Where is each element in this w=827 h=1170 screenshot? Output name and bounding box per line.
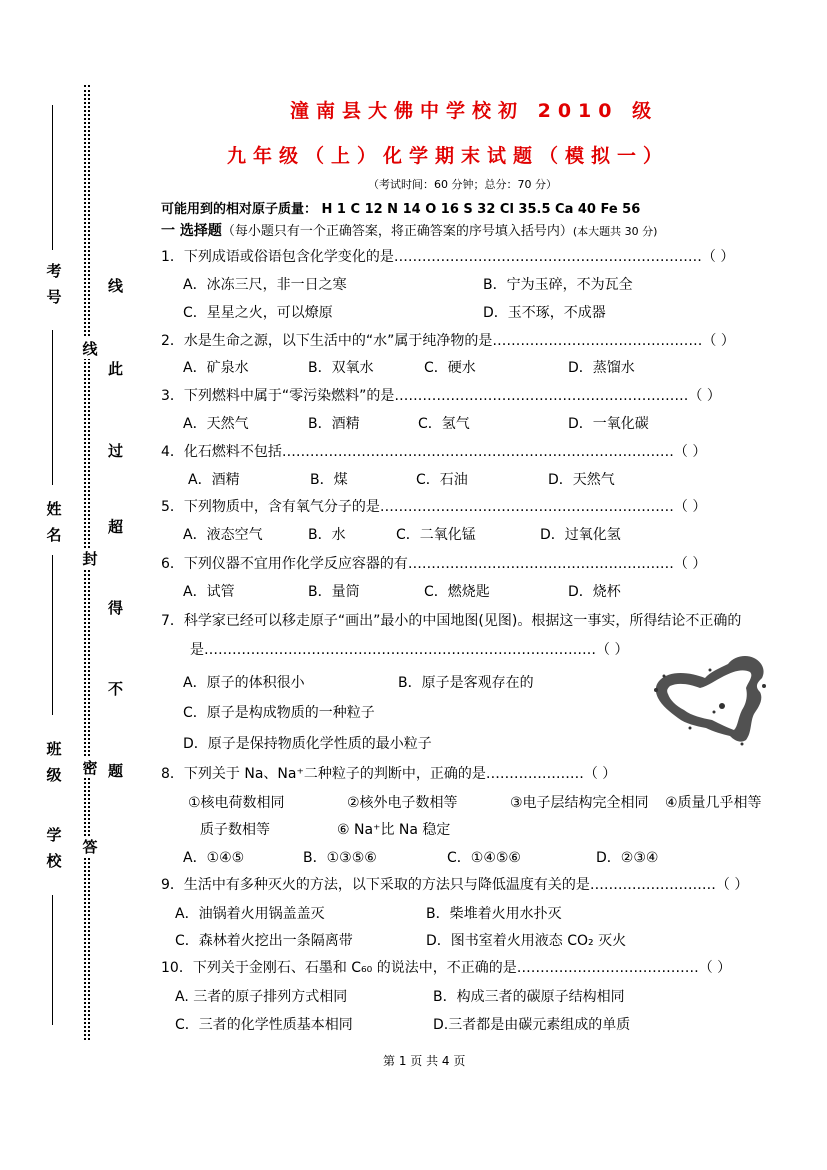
question-9-stem: 9．生活中有多种灭火的方法，以下采取的方法只与降低温度有关的是………………………（ ） [161,877,749,893]
q8-option-c: C．①④⑤⑥ [447,850,521,866]
page-title-line2: 九年级（上）化学期末试题（模拟一） [227,145,670,167]
q2-option-a: A．矿泉水 [183,360,249,376]
inner-char-7: 题 [108,762,124,780]
question-3-stem: 3．下列燃料中属于“零污染燃料”的是………………………………………………………（ ） [161,388,721,404]
q8-statement-1: ①核电荷数相同 [188,795,285,811]
q3-option-d: D．一氧化碳 [568,416,649,432]
q4-option-c: C．石油 [416,472,468,488]
q1-option-c: C．星星之火，可以燎原 [183,305,333,321]
q10-option-a: A. 三者的原子排列方式相同 [175,989,348,1005]
q6-option-d: D．烧杯 [568,584,621,600]
q7-option-c: C．原子是构成物质的一种粒子 [183,705,375,721]
label-banji: 班级 [46,740,62,784]
q9-option-c: C．森林着火挖出一条隔离带 [175,933,353,949]
q5-option-d: D．过氧化氢 [540,527,621,543]
atom-china-map-image [650,650,772,746]
question-7-stem: 7．科学家已经可以移走原子“画出”最小的中国地图(见图)。根据这一事实，所得结论不正确的 [161,613,742,629]
inner-char-2: 此 [108,360,124,378]
q3-option-b: B．酒精 [308,416,360,432]
q8-statement-5: 质子数相等 [200,822,270,838]
q1-option-a: A．冰冻三尺，非一日之寒 [183,277,347,293]
margin-line-mid2 [52,555,53,715]
q7-option-d: D．原子是保持物质化学性质的最小粒子 [183,736,432,752]
label-xingming: 姓名 [46,500,62,544]
question-6-stem: 6．下列仪器不宜用作化学反应容器的有…………………………………………………（ ） [161,556,707,572]
q9-option-d: D．图书室着火用液态 CO₂ 灭火 [426,933,627,949]
question-10-stem: 10．下列关于金刚石、石墨和 C₆₀ 的说法中，不正确的是…………………………………（ ） [161,960,732,976]
section-heading: 一 选择题（每小题只有一个正确答案，将正确答案的序号填入括号内）(本大题共 30 分) [161,223,658,239]
q10-option-d: D.三者都是由碳元素组成的单质 [433,1017,631,1033]
margin-line-mid1 [52,330,53,485]
q9-option-a: A．油锅着火用锅盖盖灭 [175,906,325,922]
q6-option-a: A．试管 [183,584,235,600]
question-5-stem: 5．下列物质中，含有氧气分子的是………………………………………………………（ ） [161,499,707,515]
q4-option-a: A．酒精 [188,472,240,488]
q4-option-b: B．煤 [310,472,348,488]
q10-option-c: C．三者的化学性质基本相同 [175,1017,353,1033]
q2-option-b: B．双氧水 [308,360,374,376]
exam-info: （考试时间：60 分钟；总分：70 分） [368,178,557,191]
q8-statement-4: ④质量几乎相等 [665,795,762,811]
q5-option-b: B．水 [308,527,346,543]
q1-option-b: B．宁为玉碎，不为瓦全 [483,277,633,293]
seal-char-mi: 密 [80,757,100,778]
q5-option-a: A．液态空气 [183,527,263,543]
q1-option-d: D．玉不琢，不成器 [483,305,606,321]
q8-option-d: D．②③④ [596,850,659,866]
seal-char-feng: 封 [80,548,100,569]
question-2-stem: 2．水是生命之源，以下生活中的“水”属于纯净物的是………………………………………（ ） [161,333,735,349]
seal-char-xian: 线 [80,338,100,359]
atomic-masses: 可能用到的相对原子质量： H 1 C 12 N 14 O 16 S 32 Cl 35.5 Ca 40 Fe 56 [161,202,641,217]
q8-statement-6: ⑥ Na⁺比 Na 稳定 [337,822,451,838]
q8-statement-2: ②核外电子数相等 [347,795,458,811]
inner-char-6: 不 [108,680,124,698]
q6-option-b: B．量筒 [308,584,360,600]
margin-line-top [52,105,53,250]
margin-line-bottom [52,895,53,1025]
q3-option-c: C．氢气 [418,416,470,432]
q3-option-a: A．天然气 [183,416,249,432]
seal-char-da: 答 [80,836,100,857]
page-number: 第 1 页 共 4 页 [383,1054,466,1068]
q6-option-c: C．燃烧匙 [424,584,490,600]
inner-char-4: 超 [108,518,124,536]
question-1-stem: 1．下列成语或俗语包含化学变化的是…………………………………………………………（ ） [161,249,735,265]
q10-option-b: B．构成三者的碳原子结构相同 [433,989,625,1005]
q8-statement-3: ③电子层结构完全相同 [510,795,649,811]
q2-option-c: C．硬水 [424,360,476,376]
question-7-stem-cont: 是…………………………………………………………………………（ ） [190,642,629,658]
q7-option-b: B．原子是客观存在的 [398,675,534,691]
label-xuexiao: 学校 [46,826,62,870]
q2-option-d: D．蒸馏水 [568,360,635,376]
q4-option-d: D．天然气 [548,472,615,488]
q8-option-a: A．①④⑤ [183,850,245,866]
q9-option-b: B．柴堆着火用水扑灭 [426,906,562,922]
q7-option-a: A．原子的体积很小 [183,675,305,691]
inner-char-3: 过 [108,442,124,460]
question-8-stem: 8．下列关于 Na、Na⁺二种粒子的判断中，正确的是…………………（ ） [161,766,617,782]
inner-char-1: 线 [108,277,124,295]
inner-char-5: 得 [108,599,124,617]
page-title-line1: 潼南县大佛中学校初 2010 级 [290,100,659,122]
q8-option-b: B．①③⑤⑥ [303,850,377,866]
q5-option-c: C．二氧化锰 [396,527,476,543]
label-kaohao: 考号 [46,262,62,306]
question-4-stem: 4．化石燃料不包括…………………………………………………………………………（ ） [161,444,707,460]
